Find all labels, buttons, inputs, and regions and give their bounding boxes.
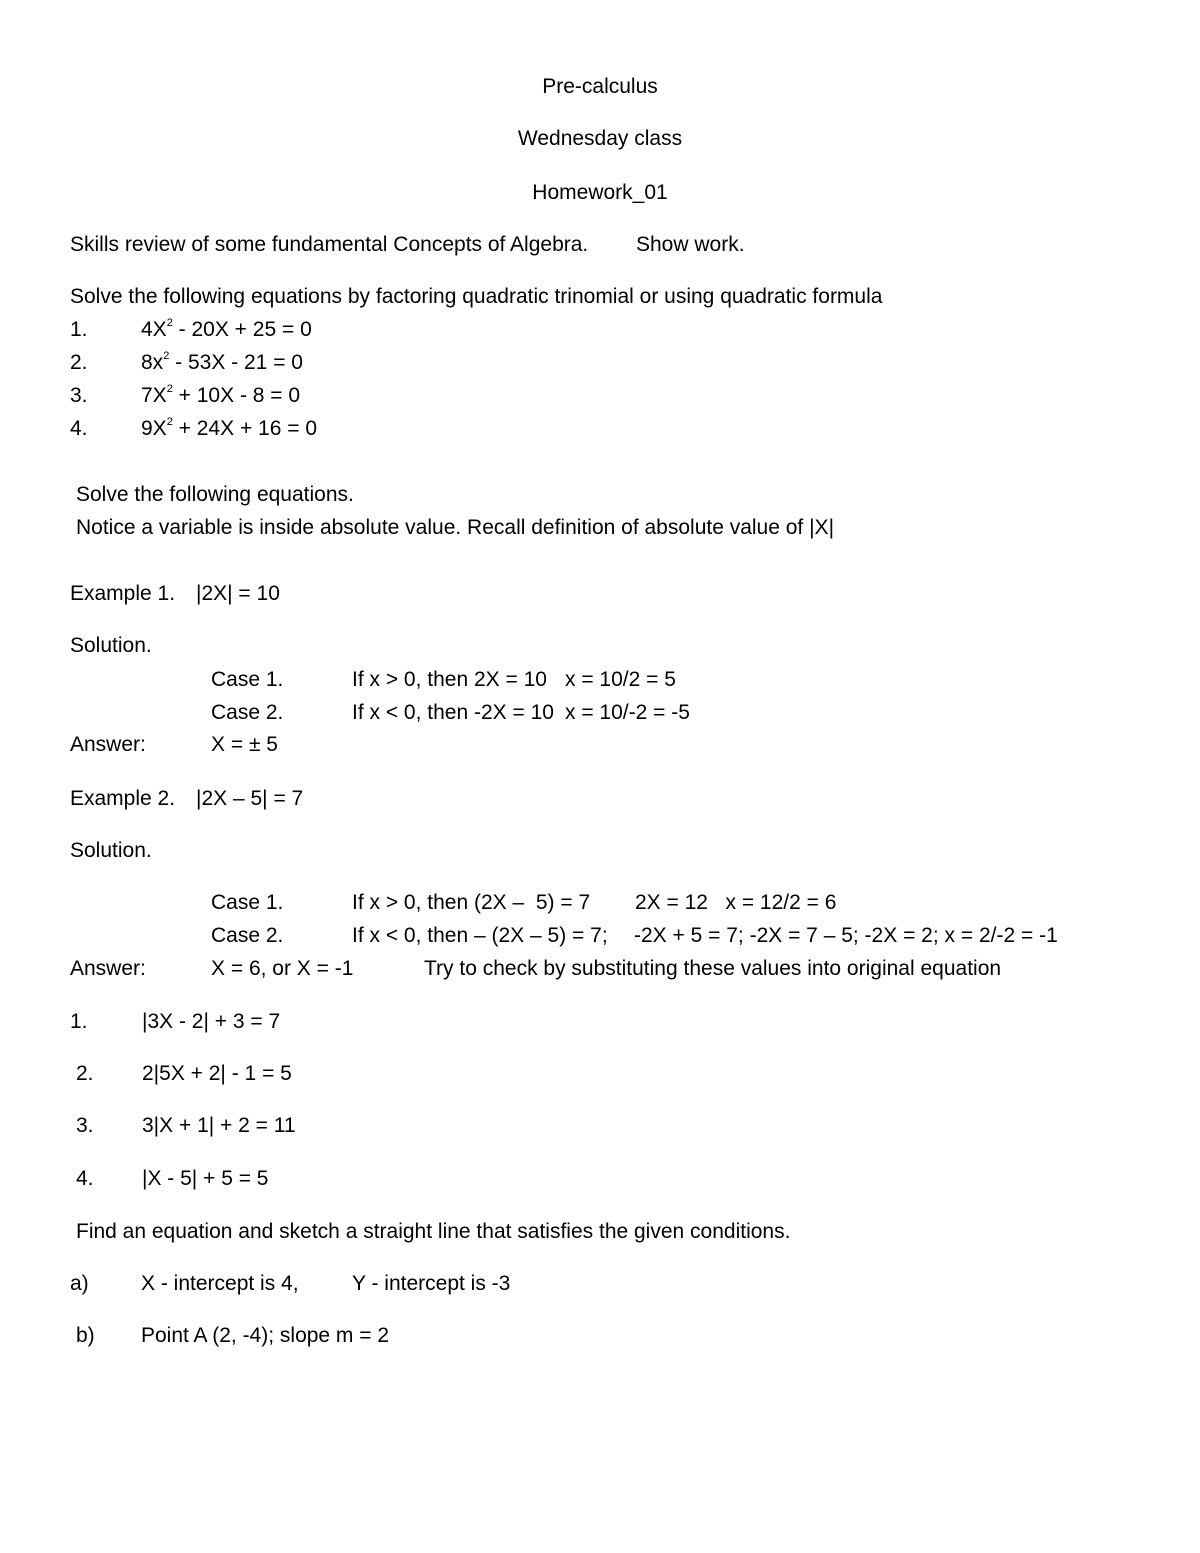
exponent: 2 [166, 383, 173, 395]
case-label: Case 1. [211, 668, 284, 691]
check-note: Try to check by substituting these values into original equation [424, 957, 1002, 980]
case-condition: If x < 0, then -2X = 10 [352, 701, 554, 724]
solution-label: Solution. [70, 634, 152, 657]
equation-lead: 7X [141, 384, 167, 407]
case-condition: If x > 0, then 2X = 10 [352, 668, 547, 691]
answer-label: Answer: [70, 957, 146, 980]
quadratic-equation [141, 418, 317, 439]
absolute-equation: 2|5X + 2| - 1 = 5 [142, 1062, 292, 1085]
equation-rest: + 10X - 8 = 0 [172, 384, 301, 407]
equation-rest: + 24X + 16 = 0 [172, 417, 318, 440]
absolute-equation: |3X - 2| + 3 = 7 [142, 1010, 281, 1033]
example-2-label: Example 2. [70, 787, 176, 810]
solution-label: Solution. [70, 839, 152, 862]
case-condition: If x < 0, then – (2X – 5) = 7; [352, 924, 608, 947]
absolute-equation: 3|X + 1| + 2 = 11 [142, 1114, 296, 1137]
exponent: 2 [166, 317, 173, 329]
x-intercept-condition: X - intercept is 4, [141, 1272, 299, 1295]
answer-label: Answer: [70, 733, 146, 756]
case-label: Case 2. [211, 924, 284, 947]
case-result: 2X = 12 x = 12/2 = 6 [635, 891, 837, 914]
y-intercept-condition: Y - intercept is -3 [352, 1272, 511, 1295]
exponent: 2 [166, 416, 173, 428]
problem-number: 3. [76, 1114, 94, 1137]
case-label: Case 1. [211, 891, 284, 914]
class-title: Wednesday class [517, 127, 683, 150]
case-result: x = 10/2 = 5 [565, 668, 676, 691]
problem-number: 1. [70, 318, 88, 341]
absolute-equation: |X - 5| + 5 = 5 [142, 1167, 269, 1190]
quadratic-instruction: Solve the following equations by factoring quadratic trinomial or using quadratic formula [70, 285, 883, 308]
example-1-equation: |2X| = 10 [196, 582, 280, 605]
course-title: Pre-calculus [542, 75, 658, 98]
absolute-instruction: Solve the following equations. [76, 483, 354, 506]
exponent: 2 [163, 350, 170, 362]
equation-lead: 9X [141, 417, 167, 440]
case-label: Case 2. [211, 701, 284, 724]
problem-number: 2. [70, 351, 88, 374]
problem-number: 3. [70, 384, 88, 407]
point-slope-condition: Point A (2, -4); slope m = 2 [141, 1324, 390, 1347]
absolute-notice: Notice a variable is inside absolute value. Recall definition of absolute value of |X| [76, 516, 835, 539]
problem-number: 1. [70, 1010, 88, 1033]
case-result: -2X + 5 = 7; -2X = 7 – 5; -2X = 2; x = 2/-2 = -1 [634, 924, 1058, 947]
problem-number: 4. [76, 1167, 94, 1190]
example-2-equation: |2X – 5| = 7 [196, 787, 304, 810]
quadratic-equation [141, 319, 312, 340]
intro-text: Skills review of some fundamental Concepts of Algebra. [70, 233, 589, 256]
quadratic-equation [141, 385, 300, 406]
case-result: x = 10/-2 = -5 [565, 701, 690, 724]
problem-label-a: a) [70, 1272, 89, 1295]
problem-label-b: b) [76, 1324, 95, 1347]
assignment-title: Homework_01 [532, 181, 668, 204]
equation-lead: 8x [141, 351, 164, 374]
equation-rest: - 53X - 21 = 0 [169, 351, 303, 374]
example-1-label: Example 1. [70, 582, 176, 605]
answer-value: X = ± 5 [211, 733, 278, 756]
problem-number: 2. [76, 1062, 94, 1085]
problem-number: 4. [70, 417, 88, 440]
answer-value: X = 6, or X = -1 [211, 957, 354, 980]
show-work-note: Show work. [636, 233, 745, 256]
case-condition: If x > 0, then (2X – 5) = 7 [352, 891, 591, 914]
equation-rest: - 20X + 25 = 0 [172, 318, 312, 341]
lines-instruction: Find an equation and sketch a straight line that satisfies the given conditions. [76, 1220, 791, 1243]
equation-lead: 4X [141, 318, 167, 341]
quadratic-equation [141, 352, 303, 373]
